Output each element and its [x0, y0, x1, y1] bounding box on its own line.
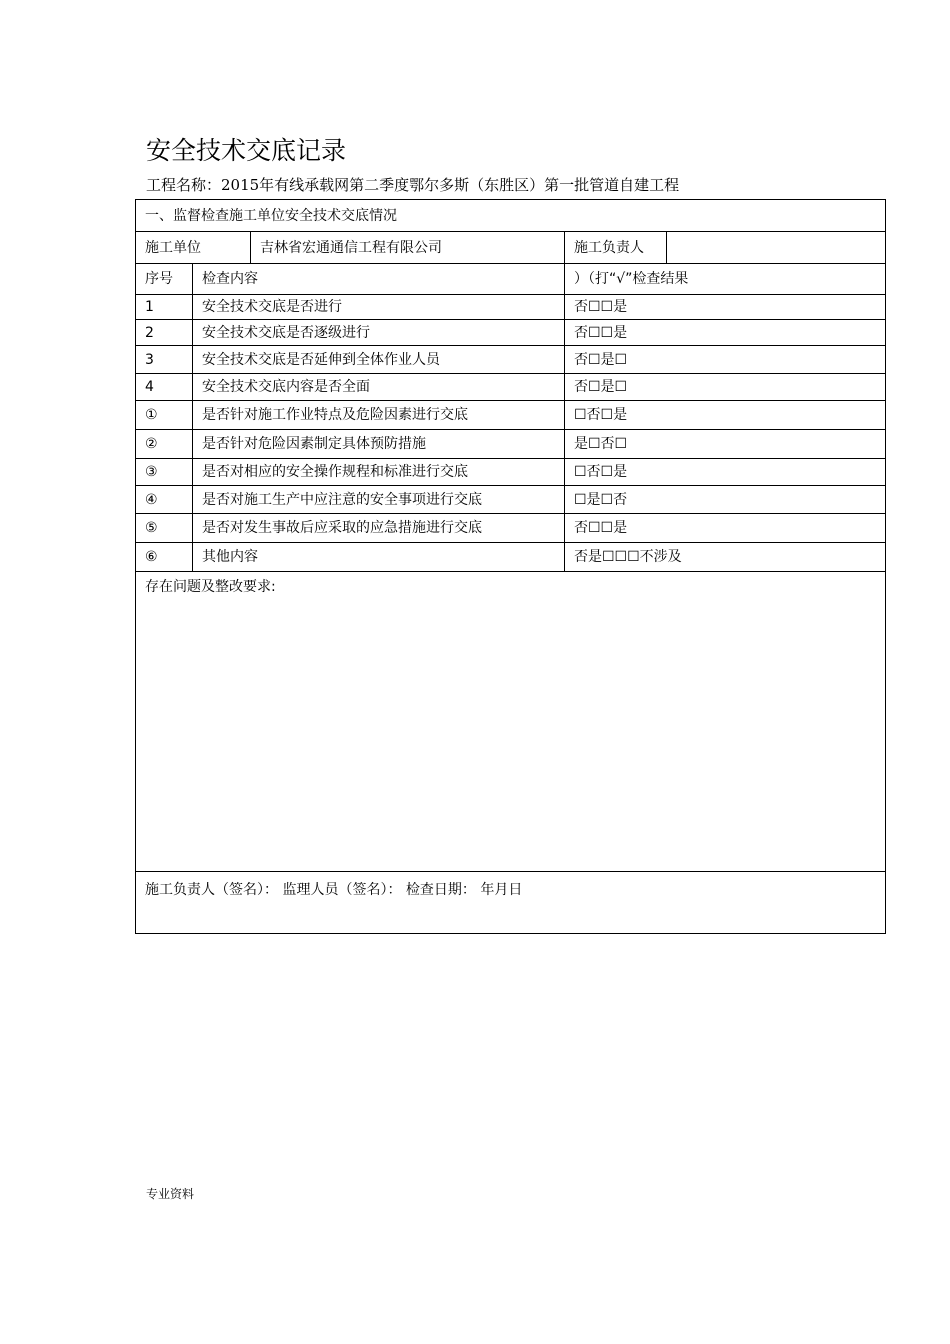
construction-unit-value: 吉林省宏通通信工程有限公司: [250, 231, 565, 264]
row-result: 是☐否☐: [564, 429, 886, 459]
construction-manager-label: 施工负责人: [564, 231, 667, 264]
column-header-no: 序号: [135, 263, 193, 295]
row-result: 否是☐☐☐不涉及: [564, 542, 886, 572]
row-content: 安全技术交底是否进行: [192, 294, 565, 320]
row-result: 否☐是☐: [564, 345, 886, 374]
row-content: 是否对发生事故后应采取的应急措施进行交底: [192, 513, 565, 543]
signature-line: 施工负责人（签名）： 监理人员（签名）： 检查日期： 年月日: [145, 882, 523, 898]
row-result: ☐否☐是: [564, 458, 886, 486]
footer-note: 专业资料: [146, 1187, 195, 1201]
row-result: 否☐☐是: [564, 294, 886, 320]
row-no: ⑤: [135, 513, 193, 543]
row-content: 安全技术交底内容是否全面: [192, 373, 565, 401]
signature-block: [135, 871, 886, 934]
row-content: 其他内容: [192, 542, 565, 572]
row-result: ☐否☐是: [564, 400, 886, 430]
row-content: 安全技术交底是否逐级进行: [192, 319, 565, 346]
column-header-content: 检查内容: [192, 263, 565, 295]
construction-manager-value: [666, 231, 886, 264]
row-no: ①: [135, 400, 193, 430]
row-content: 是否对施工生产中应注意的安全事项进行交底: [192, 485, 565, 514]
row-no: 4: [135, 373, 193, 401]
row-content: 是否对相应的安全操作规程和标准进行交底: [192, 458, 565, 486]
document-title: 安全技术交底记录: [146, 136, 347, 165]
row-no: 2: [135, 319, 193, 346]
row-result: 否☐☐是: [564, 319, 886, 346]
row-no: ⑥: [135, 542, 193, 572]
row-no: ②: [135, 429, 193, 459]
issues-block: [135, 571, 886, 872]
issues-label: 存在问题及整改要求:: [145, 579, 276, 595]
row-content: 是否针对危险因素制定具体预防措施: [192, 429, 565, 459]
row-result: ☐是☐否: [564, 485, 886, 514]
row-no: ④: [135, 485, 193, 514]
column-header-result: ）（打“√”检查结果: [564, 263, 886, 295]
row-content: 是否针对施工作业特点及危险因素进行交底: [192, 400, 565, 430]
row-no: ③: [135, 458, 193, 486]
row-result: 否☐是☐: [564, 373, 886, 401]
construction-unit-label: 施工单位: [135, 231, 251, 264]
row-result: 否☐☐是: [564, 513, 886, 543]
section-header: 一、监督检查施工单位安全技术交底情况: [135, 199, 886, 232]
row-content: 安全技术交底是否延伸到全体作业人员: [192, 345, 565, 374]
row-no: 3: [135, 345, 193, 374]
row-no: 1: [135, 294, 193, 320]
project-name: 工程名称：2015年有线承载网第二季度鄂尔多斯（东胜区）第一批管道自建工程: [146, 176, 680, 194]
